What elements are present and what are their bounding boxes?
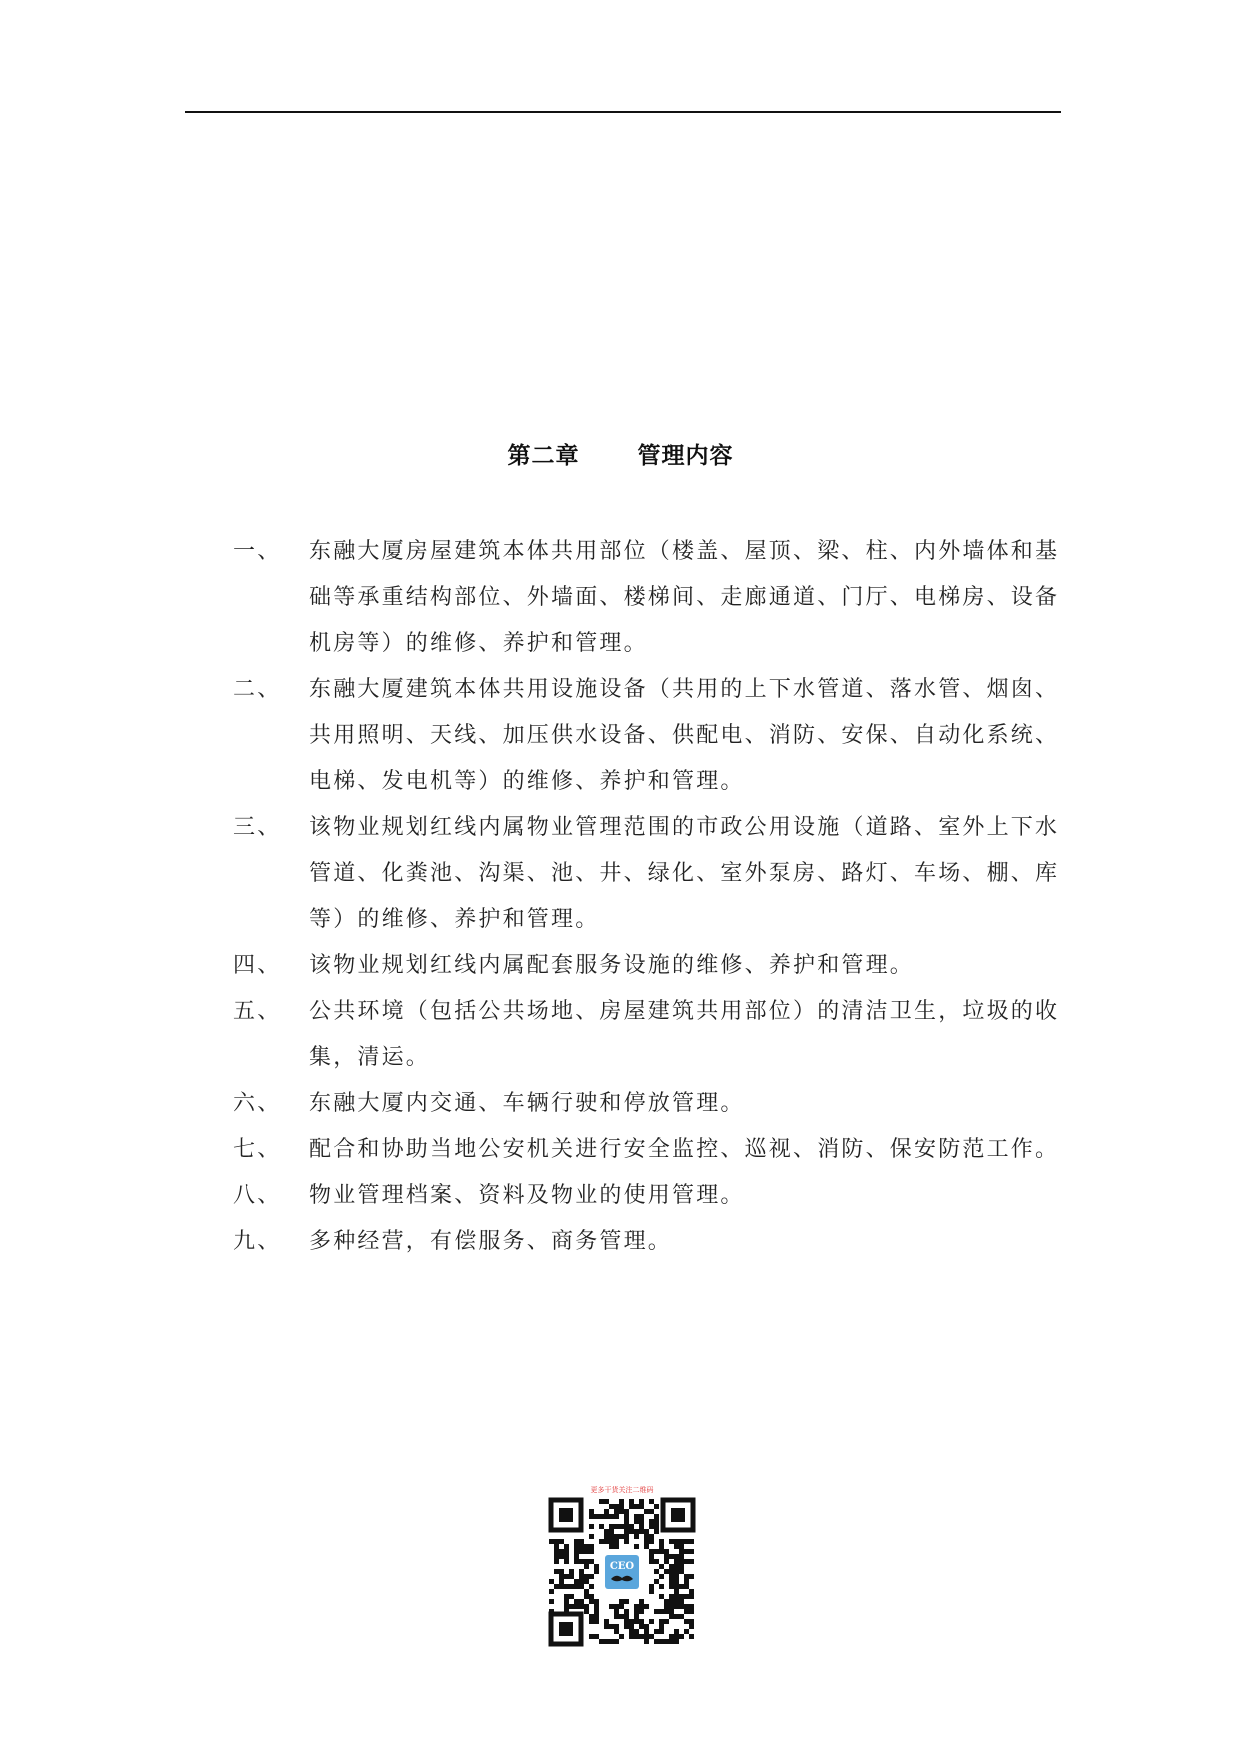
header-rule bbox=[185, 111, 1061, 113]
list-item-text: 东融大厦房屋建筑本体共用部位（楼盖、屋顶、梁、柱、内外墙体和基础等承重结构部位、外墙面、楼梯间、走廊通道、门厅、电梯房、设备机房等）的维修、养护和管理。 bbox=[309, 539, 1060, 656]
list-item-number: 六、 bbox=[233, 1091, 282, 1116]
qr-code-block bbox=[546, 1485, 698, 1650]
qr-caption: 更多干货关注二维码 bbox=[590, 1486, 654, 1494]
chapter-heading bbox=[0, 437, 1241, 470]
list-item bbox=[233, 1219, 1073, 1265]
list-item-number: 二、 bbox=[233, 677, 282, 702]
list-item-text: 公共环境（包括公共场地、房屋建筑共用部位）的清洁卫生，垃圾的收集，清运。 bbox=[309, 999, 1060, 1070]
ceo-logo-text: CEO bbox=[609, 1561, 635, 1572]
list-item-number: 四、 bbox=[233, 953, 282, 978]
list-item-text: 东融大厦内交通、车辆行驶和停放管理。 bbox=[309, 1091, 745, 1116]
list-item-text: 该物业规划红线内属配套服务设施的维修、养护和管理。 bbox=[309, 953, 915, 978]
list-item-number: 五、 bbox=[233, 999, 282, 1024]
list-item-text: 该物业规划红线内属物业管理范围的市政公用设施（道路、室外上下水管道、化粪池、沟渠、池、井、绿化、室外泵房、路灯、车场、棚、库等）的维修、养护和管理。 bbox=[309, 815, 1060, 932]
qr-code-icon bbox=[548, 1497, 696, 1647]
list-item bbox=[233, 1081, 1073, 1127]
list-item bbox=[233, 667, 1073, 805]
list-item-text: 物业管理档案、资料及物业的使用管理。 bbox=[309, 1183, 745, 1208]
list-item-text: 多种经营，有偿服务、商务管理。 bbox=[309, 1229, 673, 1254]
list-item bbox=[233, 1173, 1073, 1219]
list-item-number: 三、 bbox=[233, 815, 282, 840]
list-item-number: 八、 bbox=[233, 1183, 282, 1208]
chapter-number: 第二章 bbox=[507, 442, 580, 469]
list-item bbox=[233, 943, 1073, 989]
list-item-text: 配合和协助当地公安机关进行安全监控、巡视、消防、保安防范工作。 bbox=[309, 1137, 1060, 1162]
list-item bbox=[233, 529, 1073, 667]
list-item bbox=[233, 1127, 1073, 1173]
management-content-list bbox=[233, 529, 1073, 1265]
list-item-text: 东融大厦建筑本体共用设施设备（共用的上下水管道、落水管、烟囱、共用照明、天线、加压供水设备、供配电、消防、安保、自动化系统、电梯、发电机等）的维修、养护和管理。 bbox=[309, 677, 1060, 794]
list-item-number: 九、 bbox=[233, 1229, 282, 1254]
list-item bbox=[233, 805, 1073, 943]
chapter-title: 管理内容 bbox=[637, 442, 734, 469]
list-item-number: 一、 bbox=[233, 539, 282, 564]
list-item-number: 七、 bbox=[233, 1137, 282, 1162]
list-item bbox=[233, 989, 1073, 1081]
